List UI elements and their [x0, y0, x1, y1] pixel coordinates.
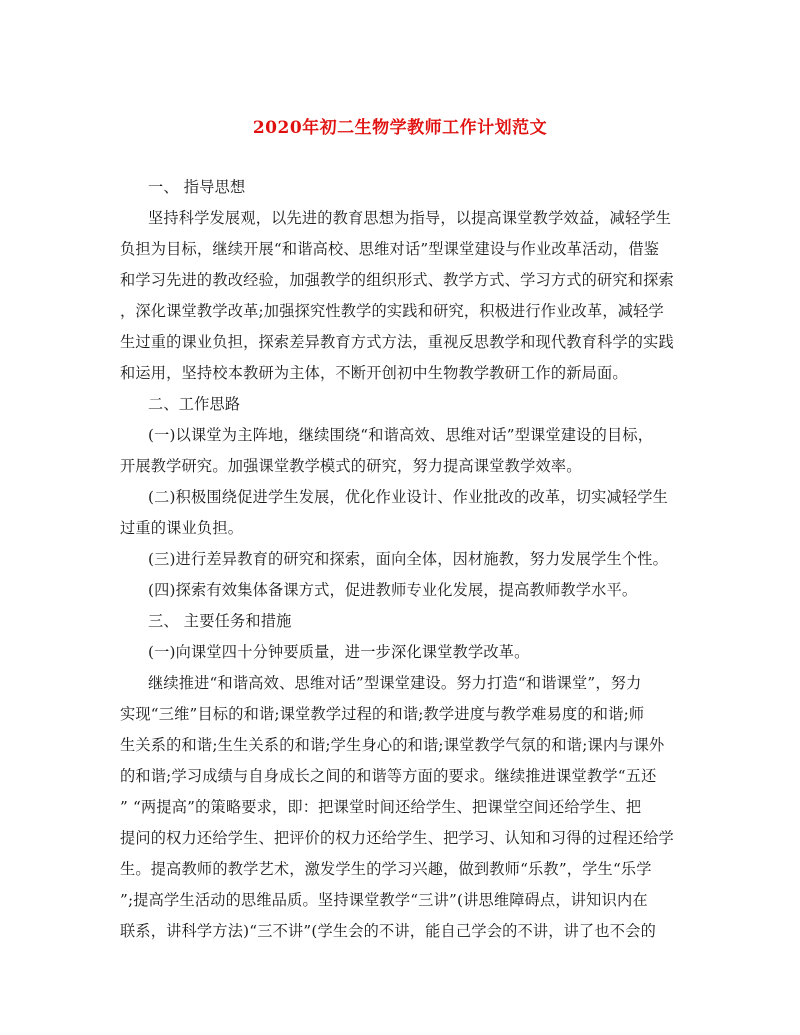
paragraph-line: (二)积极围绕促进学生发展，优化作业设计、作业批改的改革，切实减轻学生: [148, 488, 669, 506]
paragraph-line: 生过重的课业负担，探索差异教育方式方法，重视反思教学和现代教育科学的实践: [120, 333, 674, 351]
paragraph-line: ” “两提高”的策略要求，即：把课堂时间还给学生、把课堂空间还给学生、把: [120, 798, 642, 816]
paragraph-line: (三)进行差异教育的研究和探索，面向全体，因材施教，努力发展学生个性。: [148, 550, 669, 568]
paragraph-line: 负担为目标，继续开展“和谐高校、思维对话”型课堂建设与作业改革活动，借鉴: [120, 240, 660, 258]
paragraph-line: (四)探索有效集体备课方式，促进教师专业化发展，提高教师教学水平。: [148, 581, 638, 599]
paragraph-line: (一)以课堂为主阵地，继续围绕“和谐高效、思维对话”型课堂建设的目标，: [148, 426, 654, 444]
paragraph-line: 联系，讲科学方法)“三不讲”(学生会的不讲，能自己学会的不讲，讲了也不会的: [120, 922, 656, 940]
paragraph-line: 生。提高教师的教学艺术，激发学生的学习兴趣，做到教师“乐教”，学生“乐学: [120, 860, 652, 878]
paragraph-line: 开展教学研究。加强课堂教学模式的研究，努力提高课堂教学效率。: [120, 457, 582, 475]
paragraph-line: 实现“三维”目标的和谐;课堂教学过程的和谐;教学进度与教学难易度的和谐;师: [120, 705, 645, 723]
paragraph-line: 生关系的和谐;生生关系的和谐;学生身心的和谐;课堂教学气氛的和谐;课内与课外: [120, 736, 665, 754]
section-heading-1: 一、 指导思想: [148, 178, 246, 196]
paragraph-line: 提问的权力还给学生、把评价的权力还给学生、把学习、认知和习得的过程还给学: [120, 829, 674, 847]
paragraph-line: (一)向课堂四十分钟要质量，进一步深化课堂教学改革。: [148, 643, 530, 661]
paragraph-line: 继续推进“和谐高效、思维对话”型课堂建设。努力打造“和谐课堂”，努力: [148, 674, 642, 692]
section-heading-3: 三、 主要任务和措施: [148, 612, 292, 630]
paragraph-line: ”;提高学生活动的思维品质。坚持课堂教学“三讲”(讲思维障碍点，讲知识内在: [120, 891, 648, 909]
paragraph-line: 和学习先进的教改经验，加强教学的组织形式、教学方式、学习方式的研究和探索: [120, 271, 674, 289]
document-title: 2020年初二生物学教师工作计划范文: [252, 118, 548, 138]
paragraph-line: 过重的课业负担。: [120, 519, 244, 537]
paragraph-line: 和运用，坚持校本教研为主体，不断开创初中生物教学教研工作的新局面。: [120, 364, 628, 382]
paragraph-line: 坚持科学发展观，以先进的教育思想为指导，以提高课堂教学效益，减轻学生: [148, 209, 672, 227]
section-heading-2: 二、工作思路: [148, 395, 241, 413]
paragraph-line: ，深化课堂教学改革;加强探究性教学的实践和研究，积极进行作业改革，减轻学: [120, 302, 664, 320]
paragraph-line: 的和谐;学习成绩与自身成长之间的和谐等方面的要求。继续推进课堂教学“五还: [120, 767, 657, 785]
